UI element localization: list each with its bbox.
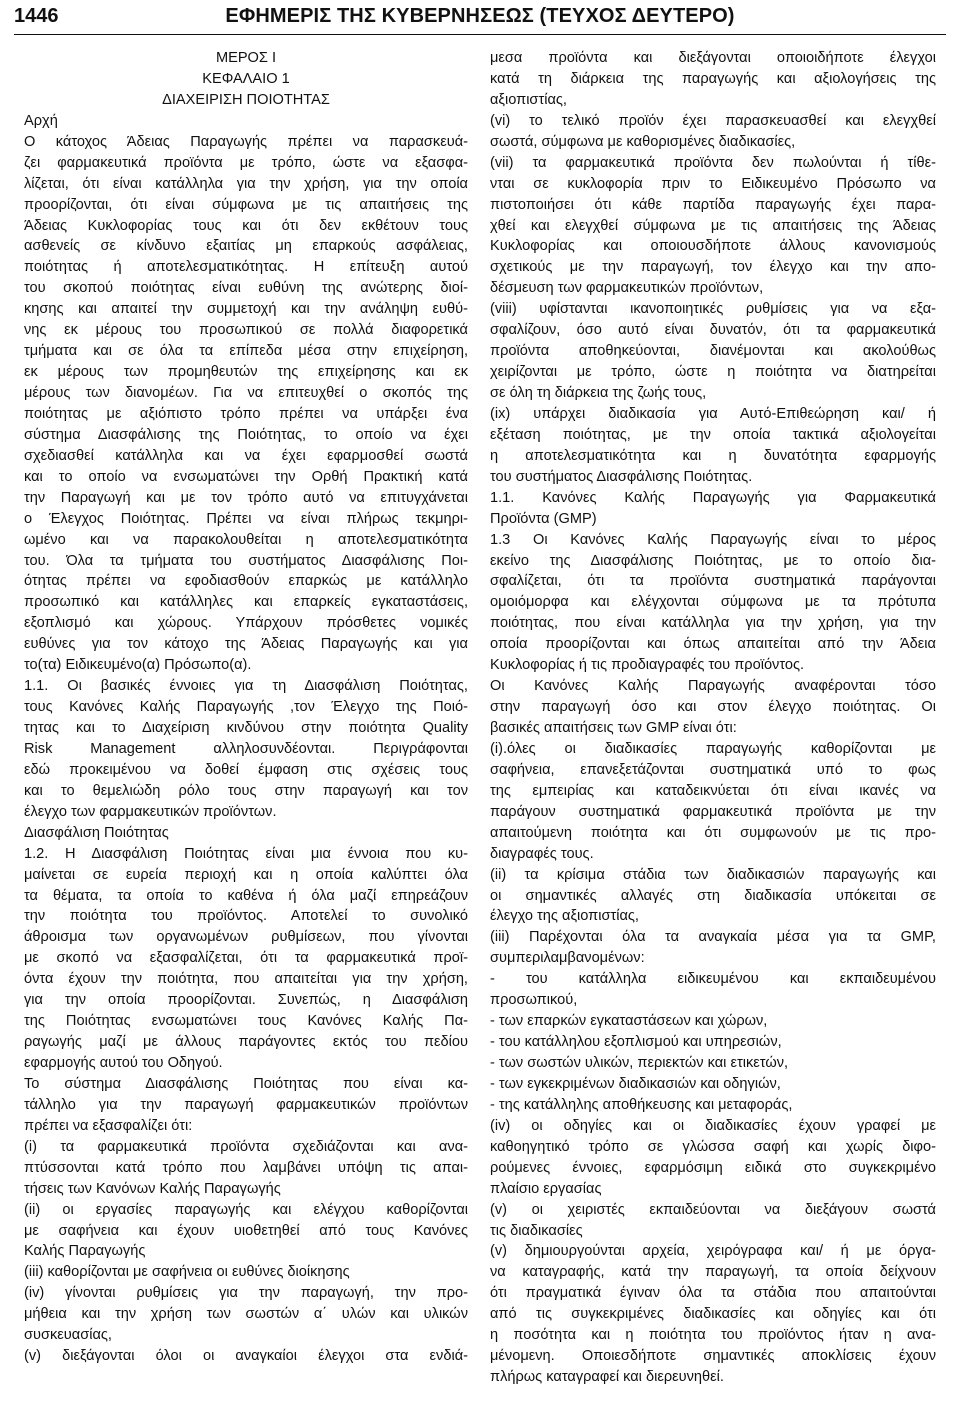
text-line: νης εκ μέρους του προσωπικού σε πολλά διαφορετικά (24, 322, 468, 339)
text-line: προϊόντα αποθηκεύονται, διανέμονται και ακολούθως (490, 343, 936, 360)
text-line: πλαίσιο εργασίας (490, 1180, 602, 1197)
text-line: ότητας πρέπει να εφοδιασθούν επαρκώς με κατάλληλο (24, 573, 468, 590)
text-line: Ο κάτοχος Άδειας Παραγωγής πρέπει να παρασκευά- (24, 133, 468, 150)
text-line: (iv) οι οδηγίες και οι διαδικασίες έχουν γραφεί με (490, 1117, 936, 1134)
text-line: ποιότητας με αξιόπιστο τρόπο πρέπει να υπάρξει ένα (24, 405, 468, 422)
text-line: στην παραγωγή όσο και στον έλεγχο ποιότητας. Οι (490, 699, 936, 716)
text-line: - του κατάλληλα ειδικευμένου και εκπαιδευμένου (490, 971, 936, 988)
text-line: πιστοποιήσει ότι κάθε παρτίδα παραγωγής έχει παρα- (490, 196, 936, 213)
text-line: του σκοπού ποιότητας είναι ευθύνη της ανώτερης διοί- (24, 280, 468, 297)
text-line: να καταγραφής, κατά την παραγωγή, τα οποία δείχνουν (490, 1264, 936, 1281)
text-line: Καλής Παραγωγής (24, 1243, 146, 1260)
text-line: (ix) υπάρχει διαδικασία για Αυτό-Επιθεώρηση και/ ή (490, 405, 936, 422)
text-line: σύστημα Διασφάλισης της Ποιότητας, το οποίο να έχει (24, 426, 468, 443)
text-line: του συστήματος Διασφάλισης Ποιότητας. (490, 468, 753, 485)
text-line: ευθύνες για τον κάτοχο της Άδειας Παραγωγής και για (24, 636, 468, 653)
text-line: απαιτούμενη ποιότητα και ότι συμφωνούν με τις προ- (490, 824, 936, 841)
text-line: 1.1. Κανόνες Καλής Παραγωγής για Φαρμακευτικά (490, 489, 936, 506)
text-line: τμήματα και σε όλα τα επίπεδα μέσα στην επιχείρηση, (24, 343, 468, 360)
text-line: η αποτελεσματικότητα και η δυνατότητα εφαρμογής (490, 447, 936, 464)
text-line: την ποιότητα του προϊόντος. Αποτελεί το συνολικό (24, 908, 468, 925)
text-line: (v) οι χειριστές εκπαιδεύονται να διεξάγουν σωστά (490, 1201, 936, 1218)
text-line: ασθενείς σε κίνδυνο εξαιτίας μη επαρκούς ασφάλειας, (24, 238, 468, 255)
text-line: τις διαδικασίες (490, 1222, 583, 1239)
text-line: συμπεριλαμβανομένων: (490, 950, 645, 967)
text-line: αξιοπιστίας, (490, 91, 567, 108)
text-line: εξοπλισμό και χώρους. Υπάρχουν πρόσθετες νομικές (24, 615, 468, 632)
text-line: 1.1. Οι βασικές έννοιες για τη Διασφάλιση Ποιότητας, (24, 678, 468, 695)
text-line: πρέπει να εξασφαλίζει ότι: (24, 1117, 193, 1134)
text-line: Διασφάλιση Ποιότητας (24, 824, 169, 841)
text-line: Προϊόντα (GMP) (490, 510, 597, 527)
text-line: ρούμενες έννοιες, εφαρμόσιμη ειδικά στο συγκεκριμένο (490, 1159, 936, 1176)
text-line: άθροισμα των οργανωμένων ρυθμίσεων, που γίνονται (24, 929, 468, 946)
text-line: - της κατάλληλης αποθήκευσης και μεταφοράς, (490, 1096, 793, 1113)
text-line: εκείνο της Διασφάλισης Ποιότητας, με το οποίο δια- (490, 552, 936, 569)
text-line: - των επαρκών εγκαταστάσεων και χώρων, (490, 1013, 768, 1030)
text-line: σφαλίζεται, ότι τα προϊόντα συστηματικά παράγονται (490, 573, 936, 590)
text-line: το(τα) Ειδικευμένο(α) Πρόσωπο(α). (24, 657, 252, 674)
text-line: ομοιόμορφα και ελέγχονται σύμφωνα με τα πρότυπα (490, 594, 936, 611)
text-line: ζει φαρμακευτικά προϊόντα με τρόπο, ώστε να εξασφα- (24, 154, 468, 171)
text-line: εφαρμογής αυτού του Οδηγού. (24, 1055, 223, 1071)
text-line: (v) δημιουργούνται αρχεία, χειρόγραφα και/ ή με όργα- (490, 1243, 936, 1260)
text-line: κατά τη διάρκεια της παραγωγής και αξιολογήσεις της (490, 70, 936, 87)
text-line: κησης και απαιτεί την συμμετοχή και την ανάληψη ευθύ- (24, 301, 468, 318)
text-line: τα θέματα, τα οποία το καθένα ή όλα μαζί επηρεάζουν (24, 887, 468, 904)
text-line: και το οποίο να ενσωματώνει την Ορθή Πρακτική κατά (24, 468, 468, 485)
text-line: ωμένο και να παρακολουθείται η αποτελεσματικότητα (24, 531, 468, 548)
text-line: - του κατάλληλου εξοπλισμού και υπηρεσιών, (490, 1034, 782, 1051)
text-line: εδώ προκειμένου να δοθεί έμφαση στις σχέσεις τους (24, 761, 468, 778)
text-line: δέσμευση των φαρμακευτικών προϊόντων, (490, 280, 764, 297)
text-line: εκ μέρους των προμηθευτών της επιχείρησης και εκ (24, 364, 468, 381)
text-line: βασικές απαιτήσεις των GMP είναι ότι: (490, 720, 737, 736)
text-line: τους Κανόνες Καλής Παραγωγής ,τον Έλεγχο της Ποιό- (24, 699, 468, 716)
text-line: παράγουν συστηματικά φαρμακευτικά προϊόντα με την (490, 803, 936, 820)
text-line: (vi) το τελικό προϊόν έχει παρασκευασθεί και ελεγχθεί (490, 112, 936, 129)
text-line: (vii) τα φαρμακευτικά προϊόντα δεν πωλούνται ή τίθε- (490, 154, 936, 171)
text-line: σωστά, σύμφωνα με καθορισμένες διαδικασίες, (490, 133, 796, 150)
gazette-title: ΕΦΗΜΕΡΙΣ ΤΗΣ ΚΥΒΕΡΝΗΣΕΩΣ (ΤΕΥΧΟΣ ΔΕΥΤΕΡΟ) (225, 5, 735, 27)
text-line: (iii) καθορίζονται με σαφήνεια οι ευθύνες διοίκησης (24, 1264, 350, 1281)
text-line: - των εγκεκριμένων διαδικασιών και οδηγιών, (490, 1075, 781, 1092)
header-rule (14, 34, 946, 35)
text-line: (ii) τα κρίσιμα στάδια των διαδικασιών παραγωγής και (490, 866, 936, 883)
text-line: (v) διεξάγονται όλοι οι αναγκαίοι έλεγχοι στα ενδιά- (24, 1348, 468, 1365)
text-line: Άδειας Κυκλοφορίας τους και ότι δεν εκθέτουν τους (24, 217, 468, 234)
text-line: - των σωστών υλικών, περιεκτών και ετικετών, (490, 1055, 789, 1071)
text-line: οι σημαντικές αλλαγές στη διαδικασία υπόκειται σε (490, 887, 936, 904)
text-line: ΚΕΦΑΛΑΙΟ 1 (202, 70, 290, 87)
text-line: ποιότητας, που είναι κατάλληλα για την χρήση, για την (490, 615, 936, 632)
text-line: σφαλίζουν, όσο αυτό είναι δυνατόν, ότι τα φαρμακευτικά (490, 322, 936, 339)
text-line: (i).όλες οι διαδικασίες παραγωγής καθορίζονται με (490, 740, 936, 757)
text-line: 1.3 Οι Κανόνες Καλής Παραγωγής είναι το μέρος (490, 531, 936, 548)
text-line: έλεγχο της αξιοπιστίας, (490, 908, 639, 925)
text-line: μεσα προϊόντα και διεξάγονται οποιοιδήποτε έλεγχοι (490, 50, 936, 66)
text-line: Οι Κανόνες Καλής Παραγωγής αναφέρονται τόσο (490, 678, 936, 695)
text-line: προσωπικό και κατάλληλες και επαρκείς εγκαταστάσεις, (24, 594, 468, 611)
text-line: του. Όλα τα τμήματα του συστήματος Διασφάλισης Ποι- (24, 552, 468, 569)
text-line: μαίνεται σε ευρεία περιοχή και η οποία καλύπτει όλα (24, 866, 468, 883)
text-line: της εμπειρίας και καταδεικνύεται ότι είναι ικανές να (490, 782, 936, 799)
text-line: καθοηγητικό τρόπο σε γλώσσα σαφή και χωρίς διφο- (490, 1138, 936, 1155)
text-line: για την οποία προορίζονται. Συνεπώς, η Διασφάλιση (24, 992, 468, 1009)
text-line: ΜΕΡΟΣ Ι (215, 50, 277, 66)
text-line: με σκοπό να εξασφαλίζεται, ότι τα φαρμακευτικά προϊ- (24, 950, 468, 967)
text-line: οποία προορίζονται και όπως απαιτείται από την Άδεια (490, 636, 936, 653)
text-line: Κυκλοφορίας και οποιουσδήποτε άλλους κανονισμούς (490, 238, 936, 255)
text-line: έλεγχο των φαρμακευτικών προϊόντων. (24, 803, 277, 820)
text-line: (iv) γίνονται ρυθμίσεις για την παραγωγή, την προ- (24, 1285, 468, 1302)
text-line: (viii) υφίστανται ικανοποιητικές ρυθμίσεις για να εξα- (490, 301, 936, 318)
text-line: ότι πραγματικά έγιναν όλα τα στάδια που απαιτούνται (490, 1285, 936, 1302)
page-header (0, 0, 960, 36)
text-line: (i) τα φαρμακευτικά προϊόντα σχεδιάζονται και ανα- (24, 1138, 468, 1155)
text-line: η ποσότητα και η ποιότητα του προϊόντος ήταν η ανα- (490, 1327, 936, 1344)
text-line: χθεί και ελεγχθεί σύμφωνα με τις απαιτήσεις της Άδειας (490, 217, 936, 234)
text-line: την Παραγωγή και με τον τρόπο αυτό να επιτυγχάνεται (24, 489, 468, 506)
text-line: μήθεια και την χρήση των σωστών α΄ υλών και υλικών (24, 1306, 468, 1323)
text-line: Κυκλοφορίας ή τις προδιαγραφές του προϊόντος. (490, 657, 805, 674)
text-line: σχετικούς με την παραγωγή, τον έλεγχο και την απο- (490, 259, 936, 276)
text-line: της Ποιότητας ενσωματώνει τους Κανόνες Καλής Πα- (24, 1013, 468, 1030)
text-line: τητας και το Διαχείριση κινδύνου στην ποιότητα Quality (24, 720, 468, 736)
text-line: πτύσσονται κατά τρόπο που λαμβάνει υπόψη τις απαι- (24, 1159, 468, 1176)
text-line: τάλληλο για την παραγωγή φαρμακευτικών προϊόντων (24, 1096, 468, 1113)
text-line: (ii) οι εργασίες παραγωγής και ελέγχου καθορίζονται (24, 1201, 468, 1218)
text-line: Το σύστημα Διασφάλισης Ποιότητας που είναι κα- (24, 1075, 468, 1092)
text-line: ποιότητας ή αποτελεσματικότητας. Η επίτευξη αυτού (24, 259, 468, 276)
text-line: τήσεις των Κανόνων Καλής Παραγωγής (24, 1180, 281, 1197)
text-line: προορίζονται, ότι είναι σύμφωνα με τις απαιτήσεις της (24, 196, 468, 213)
text-line: συσκευασίας, (24, 1327, 112, 1344)
text-line: σαφήνεια, επανεξετάζονται συστηματικά υπό το φως (490, 761, 936, 778)
text-line: μένομενη. Οποιεσδήποτε σημαντικές αποκλίσεις έχουν (490, 1348, 936, 1365)
text-line: διαγραφές τους. (490, 845, 594, 862)
text-line: νται σε κυκλοφορία πριν το Ειδικευμένο Πρόσωπο να (490, 175, 936, 192)
text-line: εξέταση ποιότητας, με την οποία τακτικά αξιολογείται (490, 426, 936, 443)
text-line: και το θεμελιώδη ρόλο τους στην παραγωγή και τον (24, 782, 468, 799)
page-number: 1446 (14, 5, 59, 27)
text-line: χειρίζονται με τρόπο, ώστε η ποιότητα να διατηρείται (490, 364, 936, 381)
text-line: από τις συγκεκριμένες διαδικασίες και οδηγίες και ότι (490, 1306, 936, 1323)
text-line: ο Έλεγχος Ποιότητας. Πρέπει να είναι πλήρως τεκμηρι- (24, 510, 468, 527)
text-line: σχεδιασθεί κατάλληλα και να έχει εφαρμοσθεί σωστά (24, 447, 468, 464)
text-line: 1.2. Η Διασφάλιση Ποιότητας είναι μια έννοια που κυ- (24, 845, 468, 862)
text-line: με σαφήνεια και έχουν υιοθετηθεί από τους Κανόνες (24, 1222, 468, 1239)
text-line: λίζεται, ότι είναι κατάλληλα για την χρήση, για την οποία (24, 175, 468, 192)
text-line: (iii) Παρέχονται όλα τα αναγκαία μέσα για τα GMP, (490, 929, 936, 946)
left-column (24, 48, 468, 1367)
text-line: προσωπικού, (490, 992, 578, 1009)
text-line: Αρχή (24, 112, 58, 129)
right-column (490, 48, 936, 1388)
text-line: ραγωγής μαζί με άλλους παράγοντες εκτός του πεδίου (24, 1034, 468, 1051)
text-line: μέρους των διανομέων. Για να επιτευχθεί ο σκοπός της (24, 385, 468, 401)
text-line: σε όλη τη διάρκεια της ζωής τους, (490, 385, 707, 401)
text-line: Risk Management αλληλοσυνδέονται. Περιγράφονται (24, 740, 468, 757)
text-line: όντα έχουν την ποιότητα, που απαιτείται για την χρήση, (24, 971, 468, 988)
text-line: πλήρως καταγραφεί και διερευνηθεί. (490, 1369, 724, 1386)
text-line: ΔΙΑΧΕΙΡΙΣΗ ΠΟΙΟΤΗΤΑΣ (162, 91, 330, 108)
